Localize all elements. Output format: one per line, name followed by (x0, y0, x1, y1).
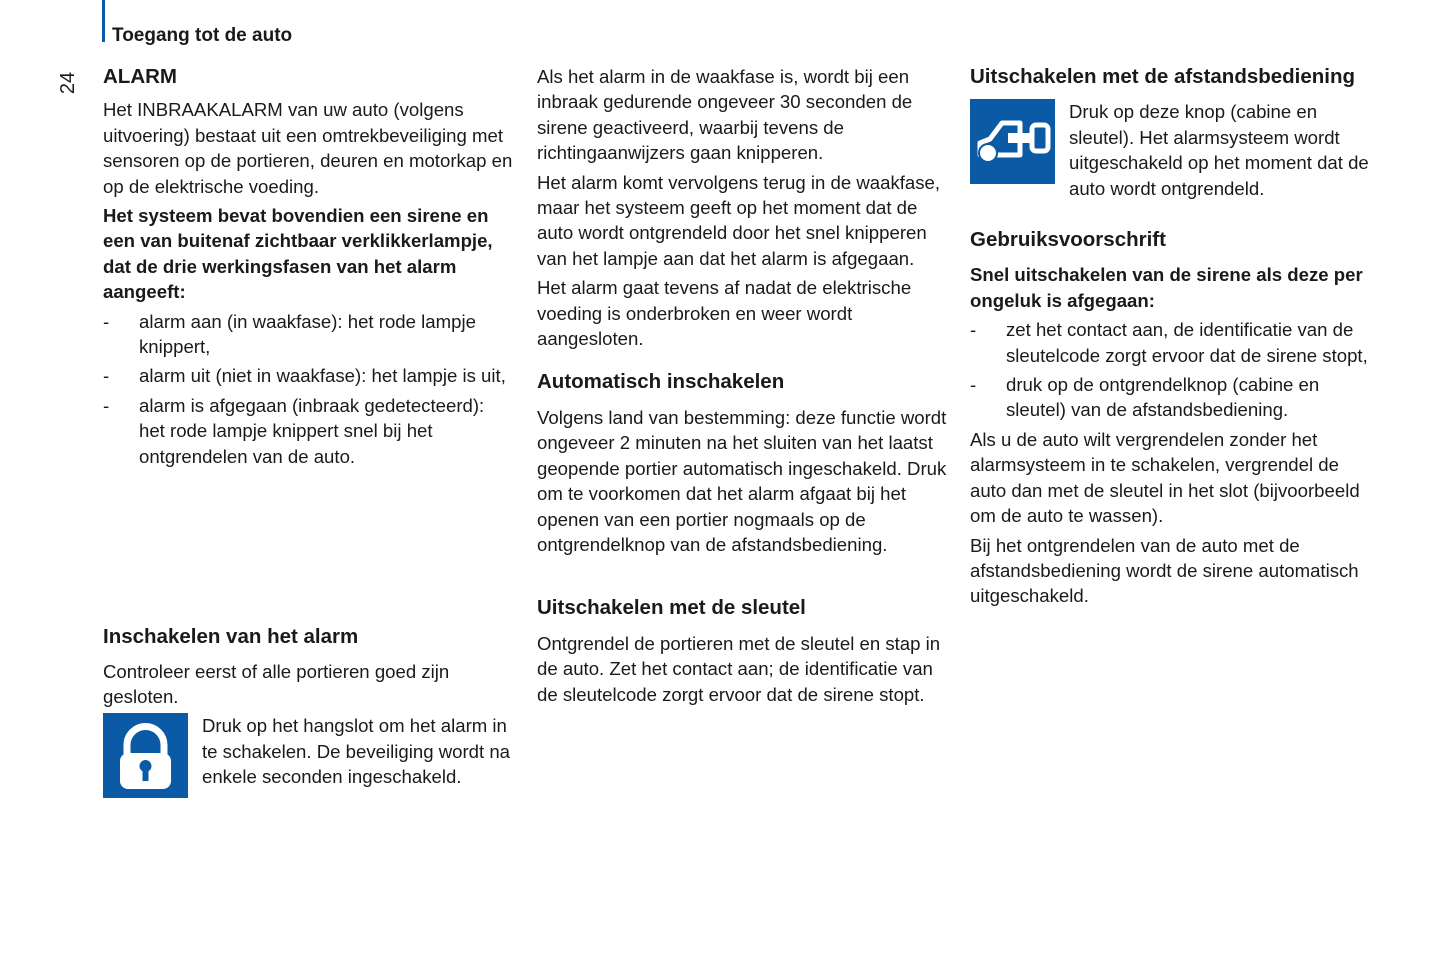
list-item: - alarm uit (niet in waakfase): het lampje is uit, (103, 365, 506, 387)
list-item: - alarm is afgegaan (inbraak gedetecteerd): het rode lampje knippert snel bij het ontgrendelen van de auto. (103, 394, 485, 467)
padlock-icon (103, 713, 188, 798)
remote-disarm-heading: Uitschakelen met de afstandsbediening (970, 65, 1356, 88)
unlock-cabin-icon (970, 99, 1055, 184)
list-item: - alarm aan (in waakfase): het rode lampje knippert, (103, 310, 476, 358)
alarm-intro: Het INBRAAKALARM van uw auto (volgens uitvoering) bestaat uit een omtrekbeveiliging met sensoren op de portieren, deuren en motorkap en op de elektrische voeding. (103, 99, 513, 197)
remote-instruction (970, 99, 1380, 201)
usage-heading: Gebruiksvoorschrift (970, 228, 1166, 252)
paragraph: Het alarm gaat tevens af nadat de elektrische voeding is onderbroken en weer wordt aangesloten. (537, 277, 912, 350)
lock-instruction-text: Druk op het hangslot om het alarm in te schakelen. De beveiliging wordt na enkele seconden ingeschakeld. (202, 715, 511, 788)
key-disarm-text: Ontgrendel de portieren met de sleutel en stap in de auto. Zet het contact aan; de identificatie van de sleutelcode zorgt ervoor dat de sirene stopt. (537, 632, 941, 705)
column-3 (970, 64, 1380, 609)
paragraph: Als het alarm in de waakfase is, wordt bij een inbraak gedurende ongeveer 30 seconden de sirene geactiveerd, waarbij tevens de richtingaanwijzers gaan knipperen. (537, 66, 913, 164)
arm-alarm-text: Controleer eerst of alle portieren goed zijn gesloten. (103, 660, 450, 707)
column-2 (537, 64, 947, 707)
paragraph: Het alarm komt vervolgens terug in de waakfase, maar het systeem geeft op het moment dat de auto wordt ontgrendeld door het snel knipperen van het lampje aan dat het alarm is afgegaan. (537, 171, 941, 269)
page-number: 24 (56, 71, 79, 95)
auto-arm-heading: Automatisch inschakelen (537, 370, 785, 394)
key-disarm-heading: Uitschakelen met de sleutel (537, 596, 806, 620)
remote-instruction-text: Druk op deze knop (cabine en sleutel). Het alarmsysteem wordt uitgeschakeld op het moment dat de auto wordt ontgrendeld. (1069, 101, 1369, 199)
paragraph: Bij het ontgrendelen van de auto met de afstandsbediening wordt de sirene automatisch uitgeschakeld. (970, 534, 1359, 607)
header-accent-bar (102, 0, 105, 42)
paragraph: Als u de auto wilt vergrendelen zonder het alarmsysteem in te schakelen, vergrendel de auto dan met de sleutel in het slot (bijvoorbeeld om de auto te wassen). (970, 428, 1360, 527)
alarm-bold-intro: Het systeem bevat bovendien een sirene en een van buitenaf zichtbaar verklikkerlampje, dat de drie werkingsfasen van het alarm aangeeft: (103, 205, 493, 303)
alarm-heading: ALARM (103, 65, 178, 88)
arm-alarm-heading: Inschakelen van het alarm (103, 625, 359, 649)
column-1 (103, 64, 513, 798)
usage-bold-text: Snel uitschakelen van de sirene als deze per ongeluk is afgegaan: (970, 264, 1363, 311)
lock-instruction (103, 713, 513, 798)
auto-arm-text: Volgens land van bestemming: deze functie wordt ongeveer 2 minuten na het sluiten van het laatst geopende portier automatisch ingeschakeld. Druk om te voorkomen dat het alarm afgaat bij het openen van een portier nogmaals op de ontgrendelknop van de afstandsbediening. (537, 406, 947, 555)
list-item: - zet het contact aan, de identificatie van de sleutelcode zorgt ervoor dat de sirene stopt, (970, 319, 1368, 366)
section-title: Toegang tot de auto (112, 25, 293, 46)
list-item: - druk op de ontgrendelknop (cabine en sleutel) van de afstandsbediening. (970, 374, 1320, 421)
